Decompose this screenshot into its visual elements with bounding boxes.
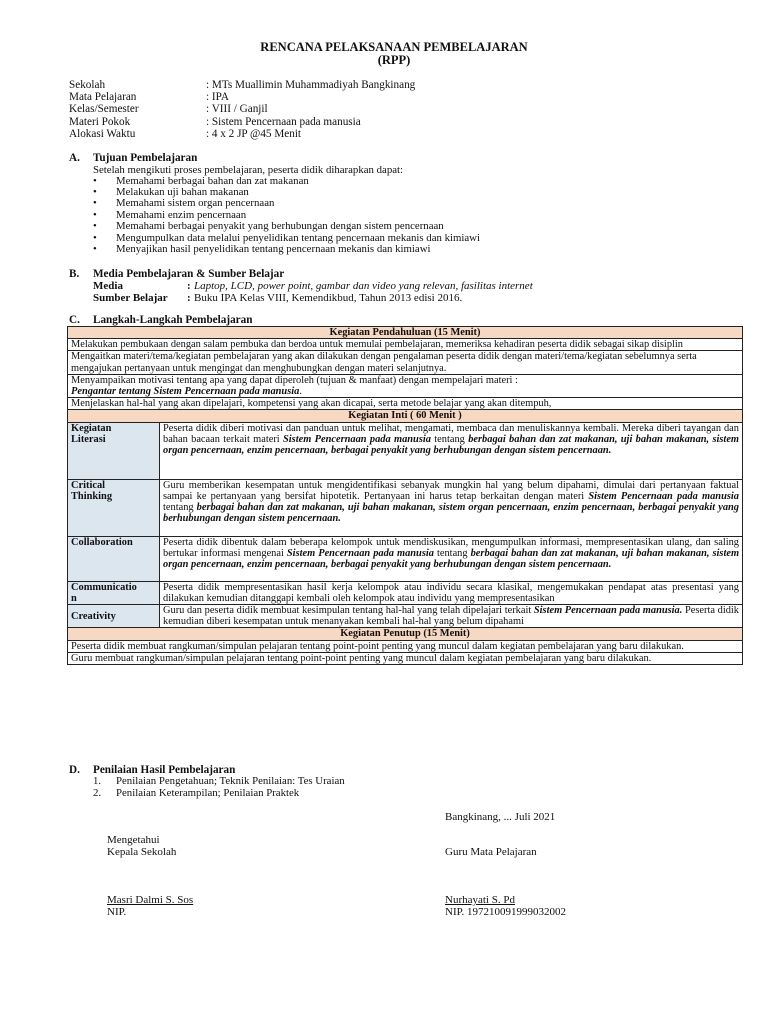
section-number: A. [69, 152, 80, 164]
row-text: tentang [433, 547, 471, 559]
section-number: C. [69, 314, 80, 326]
identity-value: : IPA [206, 91, 229, 104]
list-item-text: Penilaian Keterampilan; Penilaian Praktek [116, 787, 300, 799]
identity-row [69, 116, 415, 128]
bullet-icon: • [93, 231, 97, 244]
table-row: Peserta didik membuat rangkuman/simpulan pelajaran tentang point-point penting yang muncul dalam kegiatan pembelajaran yang baru dilakukan. [68, 640, 743, 652]
row-content: Peserta didik mempresentasikan hasil kerja kelompok atau individu secara klasikal, mengemukakan pendapat atas presentasi yang dilakukan kemudian ditanggapi kembali oleh kelompok atau individu yang mempresentasikan [160, 581, 743, 604]
objectives-list [93, 176, 480, 256]
section-title: Tujuan Pembelajaran [93, 152, 198, 164]
identity-row [69, 91, 415, 103]
row-text: Peserta didik dibentuk dalam beberapa kelompok untuk mendiskusikan, mengumpulkan informasi, mempresentasikan ulang, dan saling bertukar informasi mengenai [163, 536, 739, 559]
row-label [68, 581, 160, 604]
principal-title: Kepala Sekolah [107, 846, 177, 858]
row-content [160, 605, 743, 628]
table-header-penutup: Kegiatan Penutup (15 Menit) [68, 628, 743, 640]
list-item [93, 787, 345, 799]
identity-label: Materi Pokok [69, 115, 131, 128]
principal-nip: NIP. [107, 906, 127, 918]
section-title: Penilaian Hasil Pembelajaran [93, 764, 236, 776]
table-row [68, 374, 743, 397]
row-text: Menyampaikan motivasi tentang apa yang dapat diperoleh (tujuan & manfaat) dengan mempelajari materi : [71, 374, 518, 386]
section-number: D. [69, 764, 80, 776]
identity-label: Kelas/Semester [69, 103, 139, 116]
title-line-1: RENCANA PELAKSANAAN PEMBELAJARAN [260, 40, 528, 54]
identity-label: Sekolah [69, 79, 106, 91]
list-item-text: Memahami berbagai bahan dan zat makanan [116, 174, 309, 187]
place-date: Bangkinang, ... Juli 2021 [445, 811, 556, 823]
colon: : [187, 280, 191, 292]
table-row [68, 422, 743, 479]
acknowledged-label: Mengetahui [107, 834, 160, 846]
row-text: Peserta didik kemudian diberi kesempatan untuk menanyakan kembali hal-hal yang belum dipahami [163, 605, 739, 628]
row-topic: Sistem Pencernaan pada manusia [588, 490, 739, 502]
row-text: Guru dan peserta didik membuat kesimpulan tentang hal-hal yang telah dipelajari terkait [163, 605, 534, 617]
identity-block [69, 79, 415, 140]
bullet-icon: • [93, 197, 97, 210]
row-label: Collaboration [68, 536, 160, 581]
table-row: Guru membuat rangkuman/simpulan pelajaran tentang point-point penting yang muncul dalam kegiatan pembelajaran yang baru dilakukan. [68, 652, 743, 664]
source-value: Buku IPA Kelas VIII, Kemendikbud, Tahun 2013 edisi 2016. [194, 291, 463, 304]
list-item-text: Penilaian Pengetahuan; Teknik Penilaian: Tes Uraian [116, 775, 345, 787]
list-item [93, 221, 480, 232]
bullet-icon: • [93, 220, 97, 233]
row-text: tentang [430, 433, 469, 445]
section-title: Langkah-Langkah Pembelajaran [93, 314, 253, 326]
identity-value: : VIII / Ganjil [206, 103, 268, 116]
bullet-icon: • [93, 174, 97, 187]
row-topic-detail: berbagai bahan dan zat makanan, uji bahan makanan, sistem organ pencernaan, enzim pencernaan, berbagai penyakit yang berhubungan dengan sistem pencernaan. [163, 502, 739, 525]
section-b-heading [69, 268, 284, 280]
list-item-text: Melakukan uji bahan makanan [116, 185, 249, 198]
row-topic: Pengantar tentang Sistem Pencernaan pada manusia [71, 386, 300, 398]
identity-row [69, 79, 415, 91]
list-item-text: Mengumpulkan data melalui penyelidikan tentang pencernaan mekanis dan kimiawi [116, 231, 480, 244]
source-row [93, 293, 533, 305]
identity-value: : Sistem Pencernaan pada manusia [206, 115, 361, 128]
teacher-name: Nurhayati S. Pd [445, 894, 515, 906]
row-topic: Sistem Pencernaan pada manusia [283, 433, 431, 445]
list-item [93, 244, 480, 255]
section-c-heading [69, 314, 252, 326]
table-row: Mengaitkan materi/tema/kegiatan pembelajaran yang akan dilakukan dengan pengalaman peserta didik dengan materi/tema/kegiatan sebelumnya serta mengajukan pertanyaan untuk mengingat dan menghubungkan dengan materi selanjutnya. [68, 351, 743, 374]
list-number: 1. [93, 775, 102, 787]
table-row: Menjelaskan hal-hal yang akan dipelajari, kompetensi yang akan dicapai, serta metode belajar yang akan ditempuh, [68, 398, 743, 410]
identity-row [69, 103, 415, 115]
table-header-inti: Kegiatan Inti ( 60 Menit ) [68, 410, 743, 422]
list-item-text: Memahami berbagai penyakit yang berhubungan dengan sistem pencernaan [116, 220, 444, 233]
colon: : [187, 291, 191, 304]
identity-value: : 4 x 2 JP @45 Menit [206, 127, 302, 140]
row-content [160, 422, 743, 479]
row-label-line: Literasi [71, 433, 106, 445]
media-value: Laptop, LCD, power point, gambar dan video yang relevan, fasilitas internet [194, 280, 533, 292]
media-label: Media [93, 280, 123, 292]
table-header-pendahuluan: Kegiatan Pendahuluan (15 Menit) [68, 327, 743, 339]
bullet-icon: • [93, 208, 97, 221]
source-label: Sumber Belajar [93, 291, 168, 304]
row-text: Peserta didik diberi motivasi dan panduan untuk melihat, mengamati, membaca dan menuliskannya kembali. Mereka diberi tayangan dan bahan bacaan terkait materi [163, 422, 739, 445]
table-row: Melakukan pembukaan dengan salam pembuka dan berdoa untuk memulai pembelajaran, memeriksa kehadiran peserta didik sebagai sikap disiplin [68, 339, 743, 351]
row-label-line: n [71, 592, 77, 604]
row-topic-detail: berbagai bahan dan zat makanan, uji bahan makanan, sistem organ pencernaan, enzim pencernaan, berbagai penyakit yang berhubungan dengan sistem pencernaan. [163, 433, 740, 457]
row-topic: Sistem Pencernaan pada manusia [286, 547, 434, 559]
identity-row [69, 128, 415, 140]
table-row [68, 581, 743, 604]
objectives-intro: Setelah mengikuti proses pembelajaran, peserta didik diharapkan dapat: [93, 164, 404, 176]
activities-table [67, 326, 743, 665]
section-a-heading [69, 152, 197, 164]
bullet-icon: • [93, 242, 97, 255]
list-number: 2. [93, 787, 102, 799]
list-item-text: Memahami enzim pencernaan [116, 208, 247, 221]
row-label-line: Kegiatan [71, 422, 112, 434]
media-block [93, 281, 533, 305]
list-item [93, 775, 345, 787]
identity-label: Mata Pelajaran [69, 91, 137, 104]
identity-label: Alokasi Waktu [69, 127, 136, 140]
row-label-line: Critical [71, 479, 106, 491]
list-item [93, 198, 480, 209]
identity-value: : MTs Muallimin Muhammadiyah Bangkinang [206, 79, 416, 91]
row-label: Creativity [68, 605, 160, 628]
teacher-nip: NIP. 197210091999032002 [445, 906, 567, 918]
row-text: Guru memberikan kesempatan untuk mengidentifikasi sebanyak mungkin hal yang belum dipahami, dimulai dari pertanyaan faktual sampai ke pertanyaan yang bersifat hipotetik. Pertanyaan ini harus tetap berkaitan dengan materi [163, 479, 739, 502]
row-label [68, 422, 160, 479]
row-topic-detail: berbagai bahan dan zat makanan, uji bahan makanan, sistem organ pencernaan, enzim pencernaan, berbagai penyakit yang berhubungan dengan sistem pencernaan. [163, 547, 740, 571]
principal-name: Masri Dalmi S. Sos [107, 894, 194, 906]
row-content [160, 536, 743, 581]
table-row [68, 605, 743, 628]
section-title: Media Pembelajaran & Sumber Belajar [93, 268, 285, 280]
title-line-2: (RPP) [377, 53, 411, 67]
table-row [68, 536, 743, 581]
document-title [0, 41, 768, 67]
list-item-text: Menyajikan hasil penyelidikan tentang pencernaan mekanis dan kimiawi [116, 242, 431, 255]
row-label-line: Thinking [71, 490, 113, 502]
row-text-end: . [299, 386, 302, 398]
row-content [160, 479, 743, 536]
list-item-text: Memahami sistem organ pencernaan [116, 197, 275, 210]
bullet-icon: • [93, 185, 97, 198]
row-text: tentang [163, 502, 197, 514]
table-row [68, 479, 743, 536]
row-label-line: Communicatio [71, 581, 137, 593]
section-number: B. [69, 268, 80, 280]
row-label [68, 479, 160, 536]
row-topic: Sistem Pencernaan pada manusia. [533, 605, 683, 617]
teacher-title: Guru Mata Pelajaran [445, 846, 537, 858]
assessment-list [93, 775, 345, 799]
